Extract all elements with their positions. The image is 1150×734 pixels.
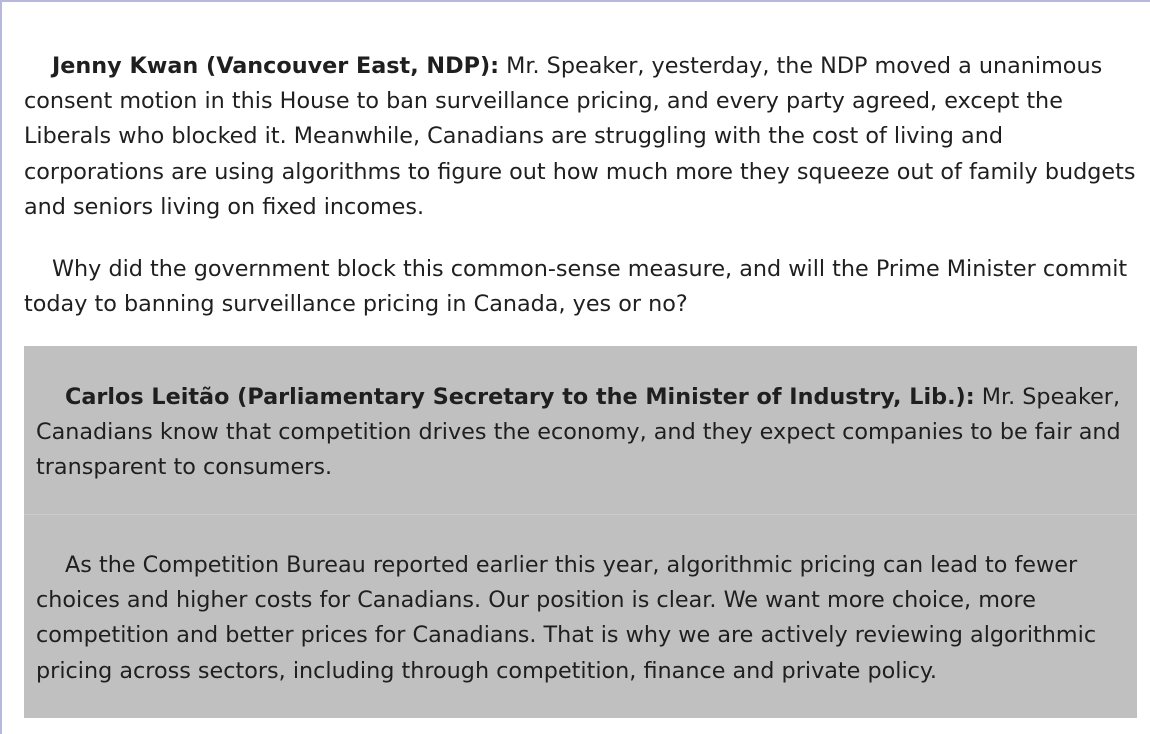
question-text-1: Mr. Speaker, yesterday, the NDP moved a unanimous consent motion in this House to ban surveillance pricing, and every party agreed, except the Liberals who blocked it. Meanwhile, Canadians are struggling with the cost of living and corporations are using algorithms to figure out how much more they squeeze out of family budgets and seniors living on fixed incomes. — [24, 53, 1136, 220]
question-paragraph-2: Why did the government block this common-sense measure, and will the Prime Minister commit today to banning surveillance pricing in Canada, yes or no? — [24, 256, 1128, 318]
question-paragraph-1 — [24, 49, 1136, 225]
question-speaker: Jenny Kwan (Vancouver East, NDP): — [52, 53, 500, 79]
answer-paragraph-1 — [36, 380, 1128, 486]
answer-paragraph-2: As the Competition Bureau reported earlier this year, algorithmic pricing can lead to fewer choices and higher costs for Canadians. Our position is clear. We want more choice, more competition and better prices for Canadians. That is why we are actively reviewing algorithmic pricing across sectors, including through competition, finance and private policy. — [36, 552, 1097, 684]
answer-highlight-block — [24, 346, 1137, 718]
answer-speaker: Carlos Leitão (Parliamentary Secretary to the Minister of Industry, Lib.): — [65, 384, 975, 410]
answer-text-1: Mr. Speaker, Canadians know that competition drives the economy, and they expect companies to be fair and transparent to consumers. — [36, 384, 1121, 481]
answer-divider — [24, 514, 1137, 515]
